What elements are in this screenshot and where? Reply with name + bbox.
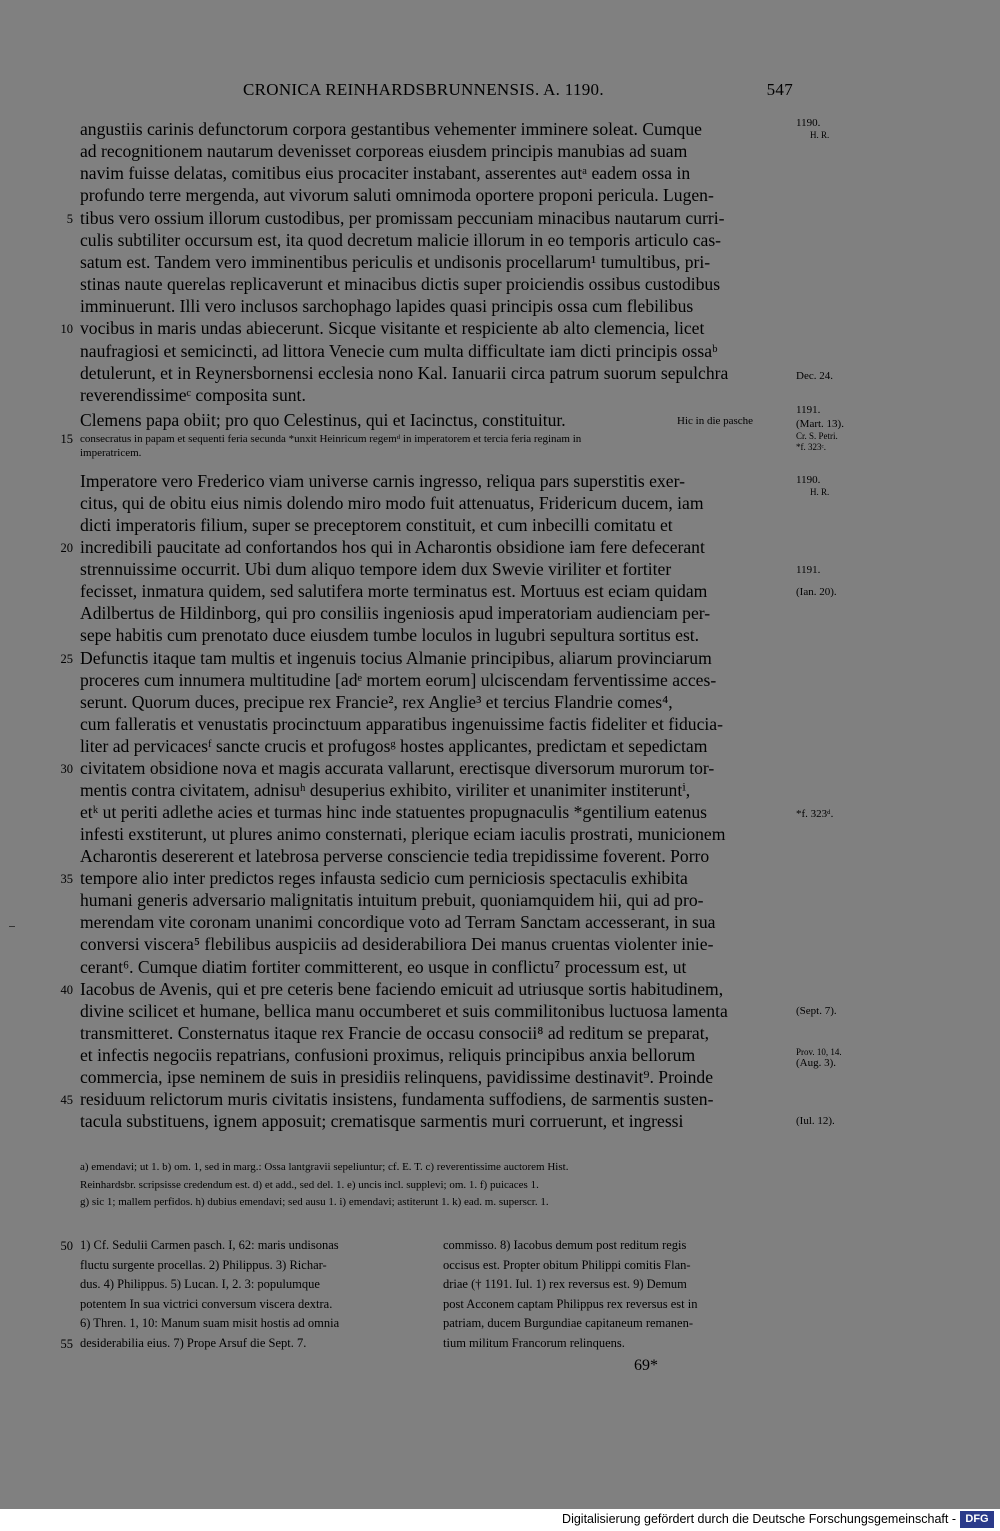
margin-note: H. R. [810,130,830,140]
page-number: 547 [766,80,793,99]
footnote-line: 1) Cf. Sedulii Carmen pasch. I, 62: maris undisonas [80,1238,339,1252]
apparatus-line: a) emendavi; ut 1. b) om. 1, sed in marg.: Ossa lantgravii sepeliuntur; cf. E. T. c) reverentissime auctorem Hist. [80,1161,569,1173]
text-line: Acharontis desererent et latebrosa perverse consciencie tedia trepidissime foverent. Porro [80,846,710,867]
small-text-line: consecratus in papam et sequenti feria secunda *unxit Heinricum regemᵈ in imperatorem et tercia feria reginam in [80,433,582,445]
margin-note: 1190. [796,117,821,129]
text-line: reverendissimeᶜ composita sunt. [80,384,306,405]
running-title: CRONICA REINHARDSBRUNNENSIS. A. 1190. [243,80,604,99]
text-line: mentis contra civitatem, adnisuʰ desuperius exhibito, viriliter et unanimiter institeruntⁱ, [80,779,691,800]
line-number-15: 15 [60,432,73,446]
margin-note: (Iul. 12). [796,1115,835,1127]
apparatus-line: g) sic 1; mallem perfidos. h) dubius emendavi; sed ausu 1. i) emendavi; astiterunt 1. k) ead. m. superscr. 1. [80,1196,549,1208]
dfg-logo: DFG [960,1511,994,1528]
text-line: vocibus in maris undas abiecerunt. Sicque visitante et respiciente ab alto clemencia, licet [80,318,705,339]
footnote-line: desiderabilia eius. 7) Prope Arsuf die Sept. 7. [80,1335,307,1350]
signature-mark: 69* [634,1357,658,1374]
line-number: 40 [60,982,73,997]
text-line: culis subtiliter occursum est, ita quod decretum malicie illorum in eo temporis articulo cas- [80,229,722,250]
text-line: proceres cum innumera multitudine [adᵉ mortem eorum] ulciscendam ferventissime acces- [80,669,717,690]
text-line: Adilbertus de Hildinborg, qui pro consiliis ingeniosis apud imperatoriam audienciam per- [80,603,711,624]
margin-note: *f. 323ᶜ. [796,442,827,452]
text-line: serunt. Quorum duces, precipue rex Francie², rex Anglie³ et tercius Flandrie comes⁴, [80,691,673,712]
text-line: detulerunt, et in Reynersbornensi ecclesia nono Kal. Ianuarii circa patrum suorum sepulchra [80,362,729,383]
footnote-line: potentem In sua victrici conversum viscera dextra. [80,1296,333,1311]
margin-note: 1191. [796,564,821,576]
small-text-line: imperatricem. [80,447,142,459]
text-line: et infectis negociis repatrians, confusioni proximus, reliquis principibus anxia bellorum [80,1044,696,1065]
margin-note: Dec. 24. [796,370,833,382]
text-line: ad recognitionem nautarum devenisset corporeas eiusdem principis manubias ad suam [80,141,688,162]
text-line: residuum relictorum muris civitatis insistens, fundamenta suffodiens, de sarmentis susten- [80,1088,714,1109]
footnote-line: occisus est. Propter obitum Philippi comitis Flan- [443,1257,691,1272]
text-line: commercia, ipse neminem de suis in presidiis relinquens, pavidissime destinavit⁹. Proinde [80,1066,714,1087]
text-line: etᵏ ut periti adlethe acies et turmas hinc inde statuentes propugnaculis *gentilium eatenus [80,802,708,823]
small-text-tail: Hic in die pasche [677,415,754,427]
margin-note: 1190. [796,474,821,486]
line-number: 35 [60,872,73,887]
margin-note: 1191. [796,404,821,416]
margin-note: H. R. [810,487,830,497]
line-number: 20 [60,541,73,556]
footnote-line: patriam, ducem Burgundiae capitaneum remanen- [443,1316,694,1330]
footnote-line: driae († 1191. Iul. 1) rex reversus est. 9) Demum [443,1277,687,1291]
text-line: tempore alio inter predictos reges infausta sedicio cum perniciosis spectaculis exhibita [80,868,688,889]
text-line: navim fuisse delatas, comitibus eius procaciter instabant, asserentes autᵃ eadem ossa in [80,163,691,184]
text-line: divine scilicet et humane, bellica manu occumberet et suis commilitonibus luctuosa lamenta [80,1000,728,1021]
apparatus-line: Reinhardsbr. scripsisse credendum est. d) et add., sed del. 1. e) uncis incl. supplevi; om. 1. f) puicaces 1. [80,1179,539,1191]
margin-note: Prov. 10, 14. [796,1047,842,1057]
text-line: dicti imperatoris filium, super se preceptorem constituit, et cum inbecilli comitatu et [80,515,673,536]
margin-note: (Ian. 20). [796,586,837,598]
line-number: 30 [60,761,73,776]
margin-note: (Sept. 7). [796,1005,837,1017]
line-number: 25 [60,651,73,666]
text-line: fecisset, inmatura quidem, sed salutifera morte terminatus est. Mortuus est eciam quidam [80,581,708,602]
margin-note: Cr. S. Petri. [796,431,838,441]
footnote-line: dus. 4) Philippus. 5) Lucan. I, 2. 3: populumque [80,1277,320,1291]
text-line: civitatem obsidione nova et magis accurata vallarunt, erectisque diversorum murorum tor- [80,757,715,778]
text-line: Imperatore vero Frederico viam universe carnis ingresso, reliqua pars superstitis exer- [80,471,685,491]
text-line: transmitteret. Consternatus itaque rex Francie de occasu consocii⁸ ad reditum se preparat, [80,1022,710,1043]
text-line: Clemens papa obiit; pro quo Celestinus, qui et Iacinctus, constituitur. [80,410,566,430]
footnote-line: fluctu surgente procellas. 2) Philippus. 3) Richar- [80,1257,327,1272]
footnote-line: post Acconem captam Philippus rex reversus est in [443,1296,698,1311]
footnote-line: tium militum Francorum relinquens. [443,1335,625,1350]
text-line: satum est. Tandem vero imminentibus periculis et undisonis procellarum¹ tumultibus, pri- [80,251,711,272]
text-line: angustiis carinis defunctorum corpora gestantibus vehementer imminere soleat. Cumque [80,119,702,139]
line-number: 5 [66,211,73,226]
footnote-line: commisso. 8) Iacobus demum post reditum regis [443,1238,687,1252]
line-number: 45 [60,1092,73,1107]
text-line: cerant⁶. Cumque diatim fortiter committerent, eo usque in conflictu⁷ processum est, ut [80,956,687,977]
text-line: cum falleratis et venustatis procinctuum apparatibus ingenuissime factis fideliter et fiducia- [80,713,723,734]
footnote-line: 6) Thren. 1, 10: Manum suam misit hostis ad omnia [80,1316,340,1330]
text-line: naufragiosi et semicincti, ad littora Venecie cum multa difficultate iam dicti principis ossaᵇ [80,340,718,361]
text-line: infesti exstiterunt, ut plures animo consternati, plerique eciam iaculis prostrati, municionem [80,824,726,845]
text-line: liter ad pervicacesᶠ sancte crucis et profugosᵍ hostes applicantes, predictam et sepedictam [80,735,708,756]
text-line: Defunctis itaque tam multis et ingenuis tocius Almanie principibus, aliarum provinciarum [80,647,712,668]
line-number: 10 [60,322,73,337]
footer-credit: Digitalisierung gefördert durch die Deutsche Forschungsgemeinschaft - [562,1512,956,1526]
text-line: citus, qui de obitu eius nimis dolendo miro modo fuit attenuatus, Fridericum ducem, iam [80,493,704,514]
text-line: strennuissime occurrit. Ubi dum aliquo tempore idem dux Swevie viriliter et fortiter [80,559,672,580]
line-number: 55 [60,1336,73,1351]
page-header [80,80,793,104]
text-line: imminuerunt. Illi vero inclusos sarchophago lapides quasi principis ossa cum flebilibus [80,296,694,317]
text-line: profundo terre mergenda, aut vivorum saluti omnimoda oportere proponi pericula. Lugen- [80,185,714,206]
footer-bar [0,1509,1000,1531]
margin-note: (Mart. 13). [796,418,844,430]
text-line: incredibili paucitate ad confortandos hos qui in Acharontis obsidione iam fere defecerant [80,537,705,558]
text-line: tibus vero ossium illorum custodibus, per promissam peccuniam minacibus nautarum curri- [80,207,725,228]
text-line: tacula substituens, ignem apposuit; crematisque sarmentis muri corruerunt, et ingressi [80,1111,684,1132]
text-line: stinas naute querelas replicaverunt et minacibus dictis super proiciendis ossibus custodibus [80,274,721,295]
margin-tick [9,926,15,927]
text-line: merendam vite coronam unanimi concordique voto ad Terram Sanctam accesserant, in sua [80,912,716,933]
line-number: 50 [60,1239,73,1253]
text-line: humani generis adversario malignitatis intuitum prebuit, quoniamquidem hii, qui ad pro- [80,890,704,911]
text-line: sepe habitis cum prenotato duce eiusdem tumbe loculos in lugubri sepultura sortitus est. [80,625,700,646]
margin-note: (Aug. 3). [796,1057,837,1069]
text-line: conversi viscera⁵ flebilibus auspiciis ad desiderabiliora Dei manus cruentas violenter inie- [80,934,714,955]
margin-note: *f. 323ᵈ. [796,808,834,820]
text-line: Iacobus de Avenis, qui et pre ceteris bene faciendo emicuit ad utriusque sortis habitudinem, [80,978,724,999]
